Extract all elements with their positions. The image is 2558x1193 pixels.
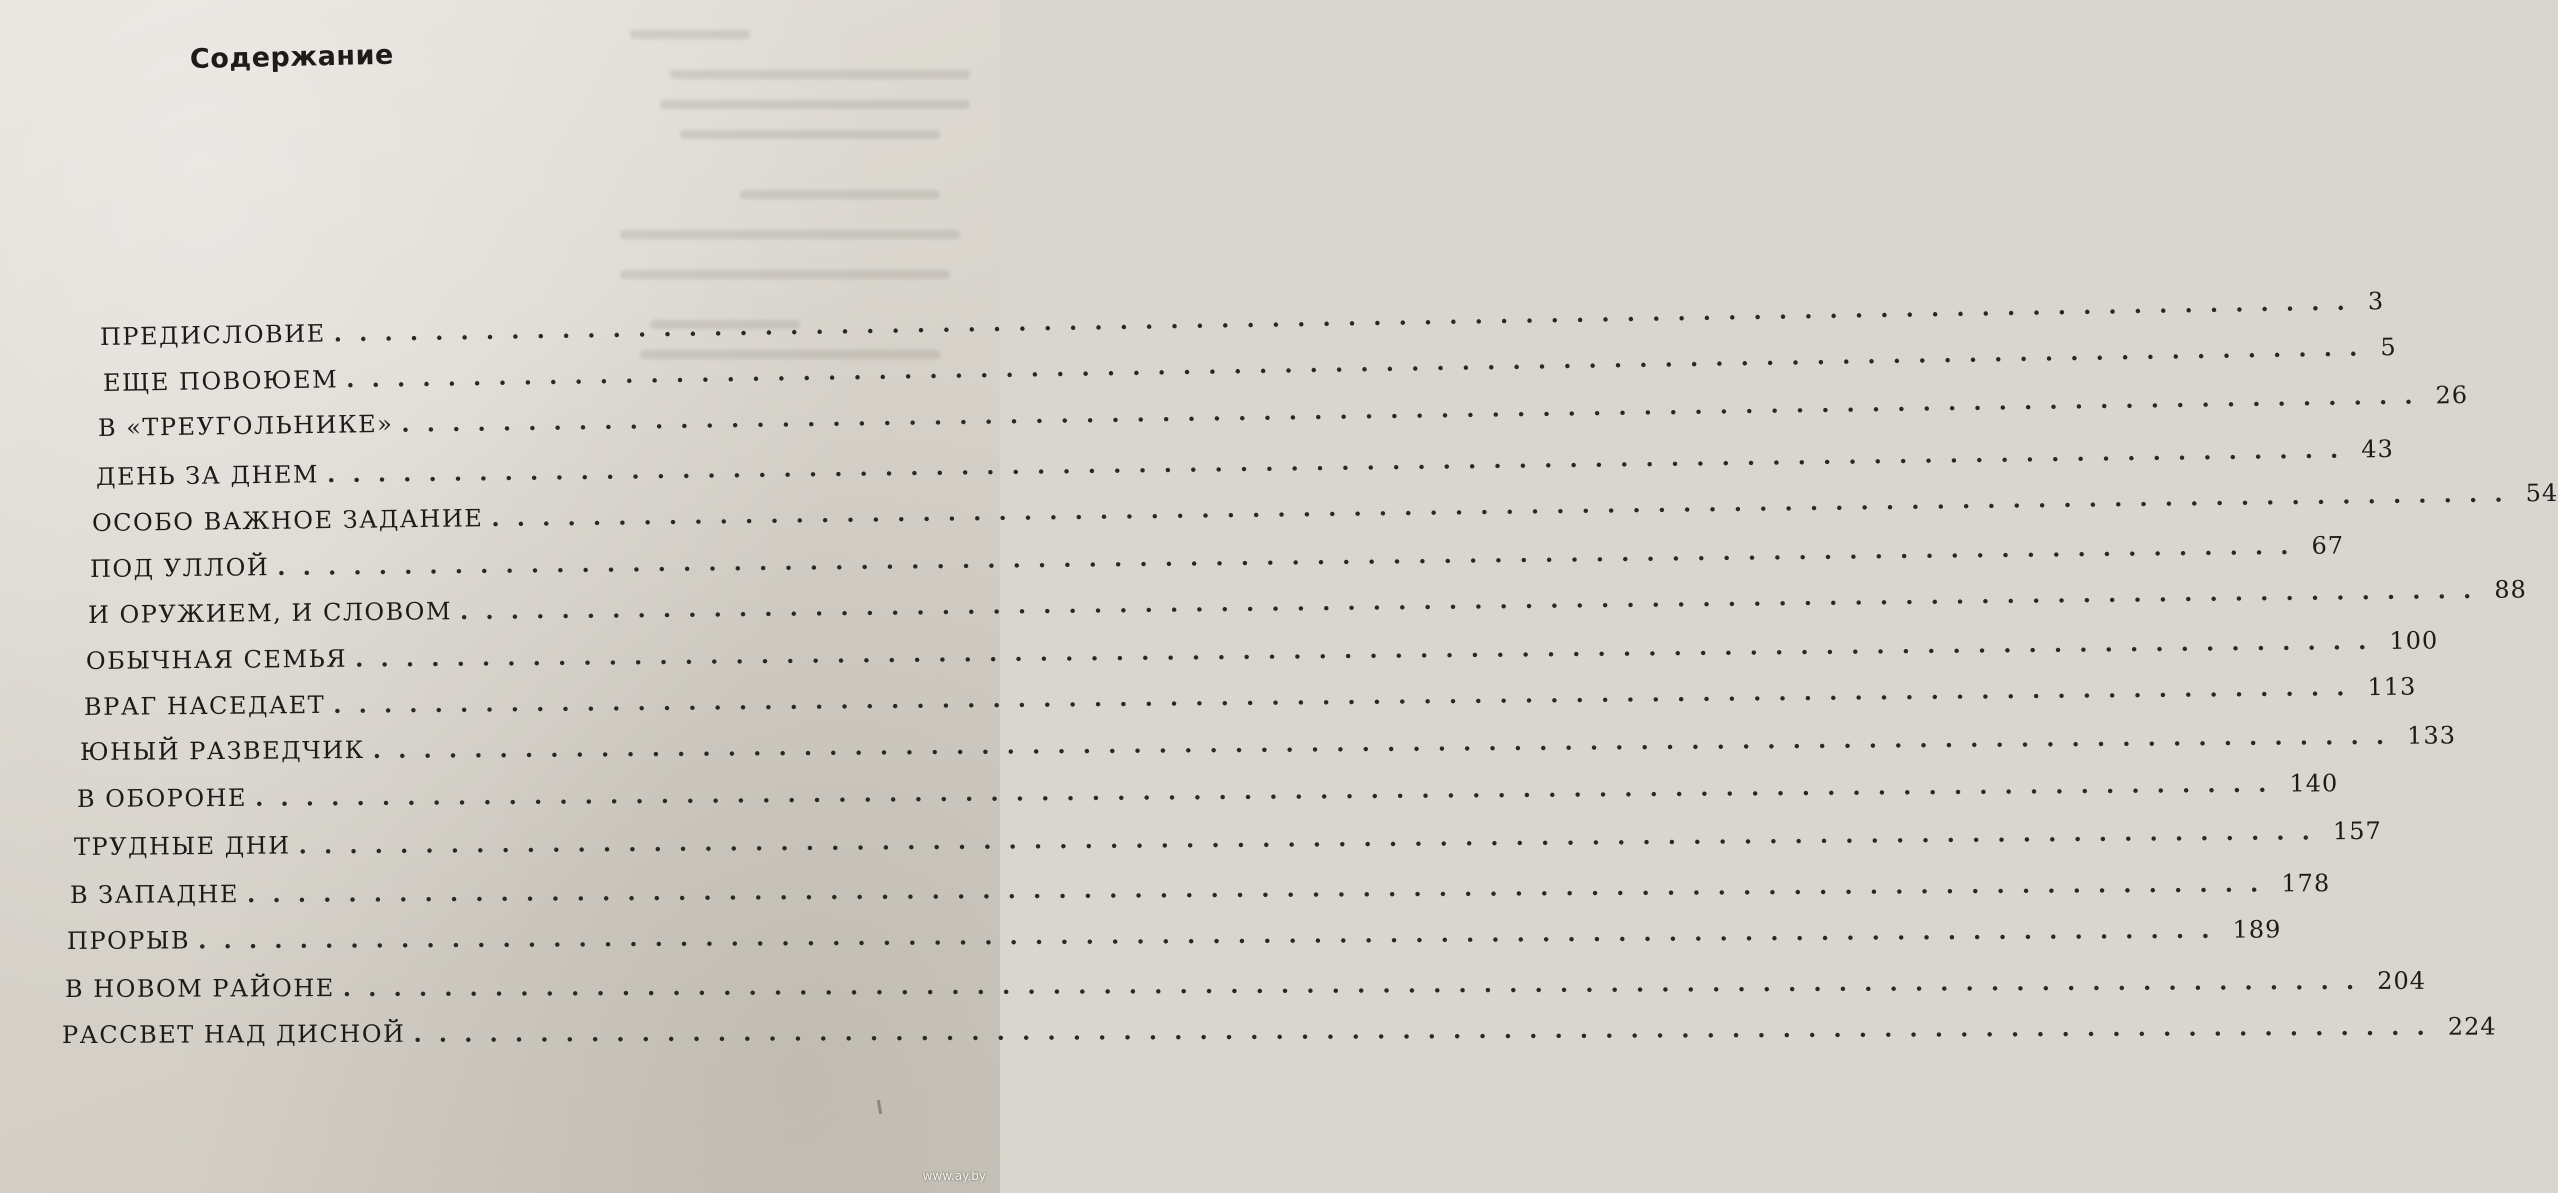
dot-leader: ................................................................................ — [413, 1011, 2442, 1048]
toc-entry — [95, 434, 2395, 496]
toc-entry — [76, 768, 2339, 818]
toc-entry — [79, 720, 2457, 771]
toc-entry — [69, 868, 2331, 914]
toc-entry-page-number: 113 — [2367, 672, 2417, 702]
toc-entry-title: ОСОБО ВАЖНОЕ ЗАДАНИЕ — [91, 504, 484, 537]
toc-entry-page-number: 100 — [2389, 626, 2439, 655]
toc-entry-title: ТРУДНЫЕ ДНИ — [73, 831, 291, 861]
dot-leader: ................................................................................ — [254, 768, 2284, 812]
toc-entry-page-number: 178 — [2281, 869, 2331, 898]
toc-entry-title: ВРАГ НАСЕДАЕТ — [83, 690, 326, 721]
dot-leader: ................................................................................ — [372, 720, 2402, 764]
toc-entry-title: ПОД УЛЛОЙ — [89, 553, 270, 583]
toc-entry — [91, 478, 2558, 542]
dot-leader: ................................................................................ — [354, 625, 2384, 673]
toc-entry — [73, 816, 2382, 866]
toc-entry — [87, 574, 2527, 634]
toc-entry — [89, 530, 2345, 588]
dot-leader: ................................................................................ — [333, 672, 2362, 719]
toc-entry-page-number: 67 — [2311, 531, 2345, 560]
dot-leader: ................................................................................ — [342, 965, 2372, 1003]
toc-entry-page-number: 140 — [2289, 769, 2339, 798]
dot-leader: ................................................................................ — [491, 478, 2520, 533]
toc-entry-page-number: 204 — [2377, 966, 2427, 995]
toc-entry-title: ПРОРЫВ — [66, 926, 191, 955]
toc-entry-title: В «ТРЕУГОЛЬНИКЕ» — [97, 409, 394, 442]
page-title: Содержание — [189, 39, 395, 75]
toc-entry-page-number: 157 — [2332, 816, 2382, 846]
toc-entry-title: ПРЕДИСЛОВИЕ — [99, 319, 326, 351]
dot-leader: ................................................................................ — [246, 868, 2276, 909]
toc-entry-title: В НОВОМ РАЙОНЕ — [64, 974, 335, 1003]
toc-entry-page-number: 26 — [2435, 380, 2469, 410]
dot-leader: ................................................................................ — [459, 574, 2489, 626]
toc-entry — [83, 672, 2417, 726]
toc-entry-title: ЕЩЕ ПОВОЮЕМ — [102, 365, 339, 397]
dot-leader: ................................................................................ — [326, 434, 2356, 489]
dot-leader: ................................................................................ — [345, 332, 2375, 394]
toc-entry-page-number: 5 — [2380, 332, 2397, 362]
toc-entry-page-number: 54 — [2525, 478, 2558, 508]
toc-entry-page-number: 3 — [2367, 287, 2385, 316]
toc-entry-page-number: 133 — [2407, 721, 2457, 750]
dot-leader: ................................................................................ — [298, 816, 2328, 860]
toc-entry-title: ДЕНЬ ЗА ДНЕМ — [95, 460, 320, 491]
toc-entry-page-number: 88 — [2494, 575, 2527, 604]
toc-entry-title: В ЗАПАДНЕ — [69, 880, 240, 909]
dot-leader: ................................................................................ — [401, 380, 2430, 438]
toc-entry — [64, 965, 2427, 1008]
toc-entry — [66, 914, 2282, 960]
toc-entry-page-number: 224 — [2447, 1012, 2497, 1041]
toc-entry — [99, 286, 2385, 356]
toc-entry — [85, 625, 2439, 680]
toc-entry-title: РАССВЕТ НАД ДИСНОЙ — [61, 1019, 406, 1049]
watermark: www.ay.by — [922, 1169, 986, 1183]
toc-entry-page-number: 189 — [2232, 915, 2282, 944]
toc-entry-title: ОБЫЧНАЯ СЕМЬЯ — [85, 644, 348, 675]
dot-leader: ................................................................................ — [198, 914, 2227, 955]
toc-entry-title: В ОБОРОНЕ — [76, 783, 248, 813]
toc-entry-title: ЮНЫЙ РАЗВЕДЧИК — [79, 736, 365, 766]
toc-entry — [61, 1011, 2497, 1054]
toc-entry-title: И ОРУЖИЕМ, И СЛОВОМ — [87, 597, 453, 629]
toc-entry-page-number: 43 — [2361, 434, 2395, 464]
dot-leader: ................................................................................ — [277, 530, 2306, 582]
dot-leader: ................................................................................ — [333, 286, 2363, 348]
